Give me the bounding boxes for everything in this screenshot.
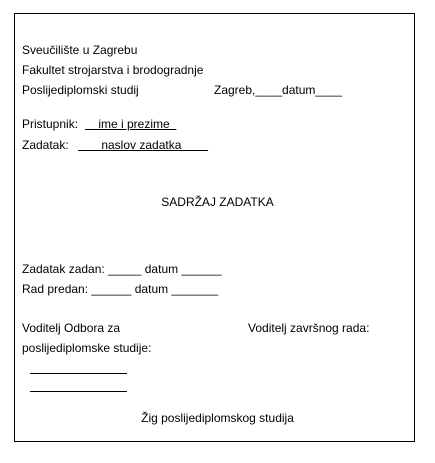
final-supervisor-label: Voditelj završnog rada: [248,321,370,335]
task-content-heading: SADRŽAJ ZADATKA [161,195,274,209]
board-chair-label-line1: Voditelj Odbora za [22,321,121,335]
board-chair-label-line2: poslijediplomske studije: [22,341,152,355]
study-program: Poslijediplomski studij [22,83,139,97]
signature-line-1 [30,373,127,374]
university-name: Sveučilište u Zagrebu [22,43,138,57]
candidate-name-field: ime i prezime [85,117,177,131]
place-and-date: Zagreb,____datum____ [214,83,343,97]
study-stamp-label: Žig poslijediplomskog studija [141,411,294,425]
faculty-name: Fakultet strojarstva i brodogradnje [22,63,204,77]
signature-line-2 [30,391,127,392]
task-title-field: naslov zadatka [78,138,209,152]
task-form-page [14,13,415,442]
task-assigned-date: Zadatak zadan: _____ datum ______ [22,262,222,276]
work-submitted-date: Rad predan: ______ datum _______ [22,282,219,296]
candidate-label: Pristupnik: [22,117,79,131]
task-label: Zadatak: [22,138,69,152]
